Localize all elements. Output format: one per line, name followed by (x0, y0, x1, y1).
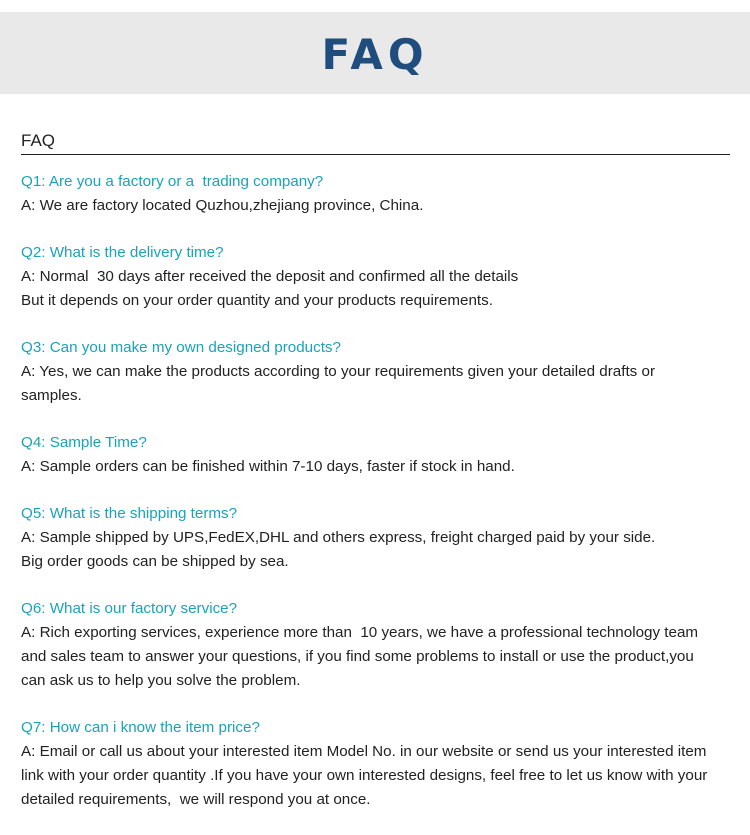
faq-item-q3 (21, 336, 737, 408)
section-title: FAQ (21, 131, 56, 150)
answer-line: can ask us to help you solve the problem. (21, 672, 301, 689)
answer-line: and sales team to answer your questions, if you find some problems to install or use the product,you (21, 648, 694, 665)
faq-banner (0, 12, 750, 94)
question-q4: Q4: Sample Time? (21, 434, 147, 451)
question-q6: Q6: What is our factory service? (21, 600, 238, 617)
answer-line: A: Rich exporting services, experience more than 10 years, we have a professional technology team (21, 624, 699, 641)
question-q1: Q1: Are you a factory or a trading company? (21, 173, 324, 190)
question-q5: Q5: What is the shipping terms? (21, 505, 238, 522)
faq-item-q1 (21, 170, 737, 218)
answer-line: detailed requirements, we will respond you at once. (21, 791, 371, 808)
question-q7: Q7: How can i know the item price? (21, 719, 260, 736)
faq-item-q4 (21, 431, 737, 479)
answer-line: samples. (21, 387, 82, 404)
answer-line: A: Normal 30 days after received the deposit and confirmed all the details (21, 268, 519, 285)
question-q2: Q2: What is the delivery time? (21, 244, 224, 261)
banner-title: FAQ (321, 30, 429, 79)
answer-line: A: Yes, we can make the products according to your requirements given your detailed drafts or (21, 363, 656, 380)
faq-list (21, 170, 737, 835)
question-q3: Q3: Can you make my own designed products? (21, 339, 341, 356)
faq-item-q2 (21, 241, 737, 313)
faq-item-q5 (21, 502, 737, 574)
answer-line: But it depends on your order quantity and your products requirements. (21, 292, 493, 309)
answer-line: A: Sample orders can be finished within 7-10 days, faster if stock in hand. (21, 458, 515, 475)
faq-item-q6 (21, 597, 737, 693)
answer-line: A: Sample shipped by UPS,FedEX,DHL and others express, freight charged paid by your side. (21, 529, 656, 546)
answer-line: Big order goods can be shipped by sea. (21, 553, 289, 570)
answer-line: A: Email or call us about your interested item Model No. in our website or send us your interested item (21, 743, 707, 760)
answer-line: link with your order quantity .If you have your own interested designs, feel free to let us know with your (21, 767, 708, 784)
section-header (21, 129, 730, 155)
answer-line: A: We are factory located Quzhou,zhejiang province, China. (21, 197, 424, 214)
faq-item-q7 (21, 716, 737, 812)
